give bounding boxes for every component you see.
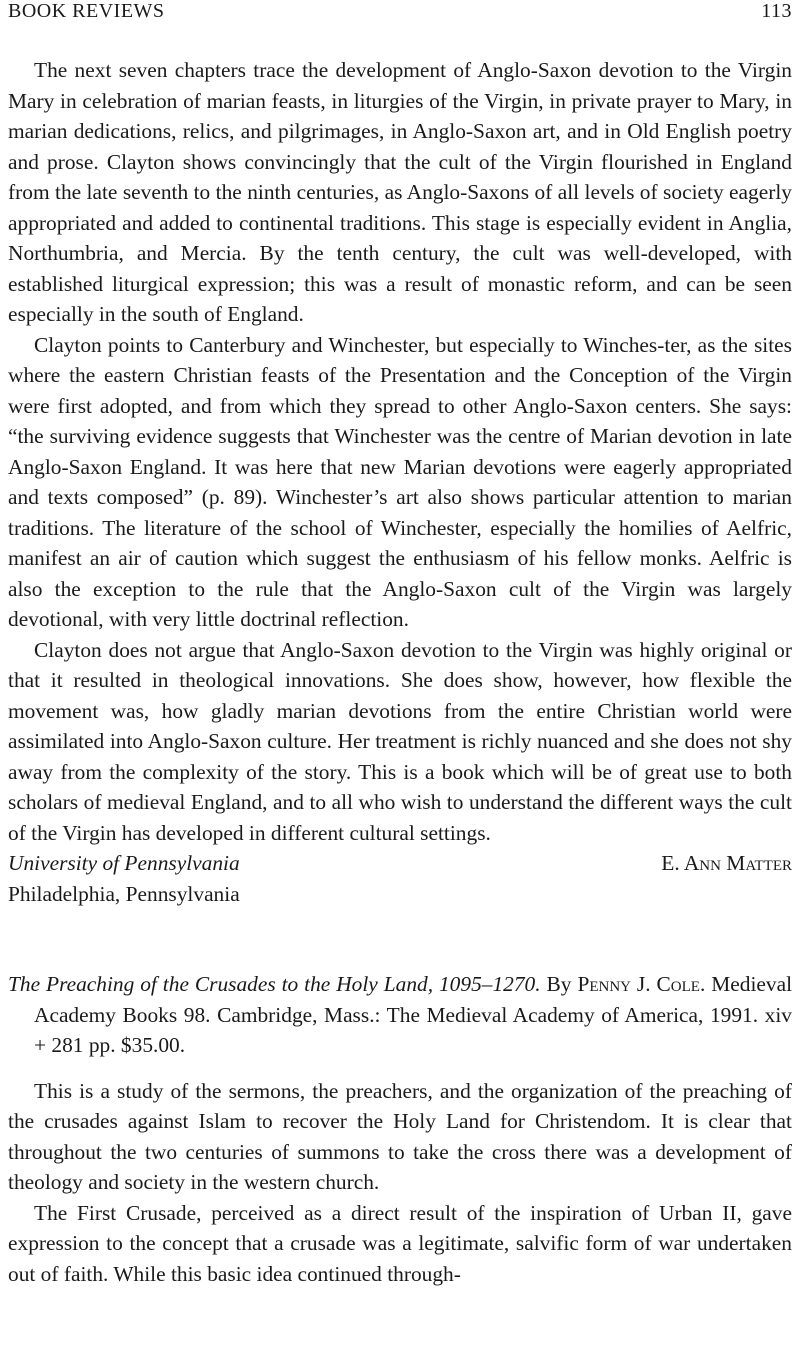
- page-number: 113: [761, 0, 792, 22]
- book-publication: Medieval Academy Books 98. Cambridge, Mass.: The Medieval Academy of America, 1991. xiv + 281 pp. $35.00.: [34, 972, 793, 1057]
- reviewer-signature: [8, 848, 792, 909]
- review1-paragraph: The next seven chapters trace the development of Anglo-Saxon devotion to the Virgin Mary in celebration of marian feasts, in liturgies of the Virgin, in private prayer to Mary, in marian dedications, relics, and pilgrimages, in Anglo-Saxon art, and in Old English poetry and prose. Clayton shows convincingly that the cult of the Virgin flourished in England from the late seventh to the ninth centuries, as Anglo-Saxons of all levels of society eagerly appropriated and added to continental traditions. This stage is especially evident in Anglia, Northumbria, and Mercia. By the tenth century, the cult was well-developed, with established liturgical expression; this was a result of monastic reform, and can be seen especially in the south of England.: [8, 58, 792, 326]
- running-head: [8, 0, 792, 26]
- citation-by: By: [546, 972, 572, 996]
- book-citation: [8, 969, 792, 1061]
- section-title: BOOK REVIEWS: [8, 0, 165, 22]
- review1-paragraph: Clayton does not argue that Anglo-Saxon devotion to the Virgin was highly original or that it resulted in theological innovations. She does show, however, how flexible the movement was, how gladly marian devotions from the entire Christian world were assimilated into Anglo-Saxon culture. Her treatment is richly nuanced and she does not shy away from the complexity of the story. This is a book which will be of great use to both scholars of medieval England, and to all who wish to understand the different ways the cult of the Virgin has developed in different cultural settings.: [8, 637, 792, 845]
- review2-paragraph: This is a study of the sermons, the preachers, and the organization of the preaching of the crusades against Islam to recover the Holy Land for Christendom. It is clear that throughout the two centuries of summons to take the cross there was a development of theology and society in the western church.: [8, 1078, 792, 1194]
- page: [8, 0, 792, 1289]
- review1-paragraph: Clayton points to Canterbury and Winchester, but especially to Winches-ter, as the sites where the eastern Christian feasts of the Presentation and the Conception of the Virgin were first adopted, and from which they spread to other Anglo-Saxon centers. She says: “the surviving evidence suggests that Winchester was the centre of Marian devotion in late Anglo-Saxon England. It was here that new Marian devotions were eagerly appropriated and texts composed” (p. 89). Winchester’s art also shows particular attention to marian traditions. The literature of the school of Winchester, especially the homilies of Aelfric, manifest an air of caution which suggest the enthusiasm of his fellow monks. Aelfric is also the exception to the rule that the Anglo-Saxon cult of the Virgin was largely devotional, with very little doctrinal reflection.: [8, 332, 792, 631]
- review2-paragraph: The First Crusade, perceived as a direct result of the inspiration of Urban II, gave expression to the concept that a crusade was a legitimate, salvific form of war undertaken out of faith. While this basic idea continued through-: [8, 1200, 792, 1286]
- book-title: The Preaching of the Crusades to the Holy Land, 1095–1270.: [8, 972, 541, 996]
- reviewer-institution: University of Pennsylvania: [8, 851, 240, 875]
- book-author: Penny J. Cole.: [577, 972, 706, 996]
- reviewer-location: Philadelphia, Pennsylvania: [8, 881, 240, 906]
- reviewer-name: E. Ann Matter: [661, 851, 792, 875]
